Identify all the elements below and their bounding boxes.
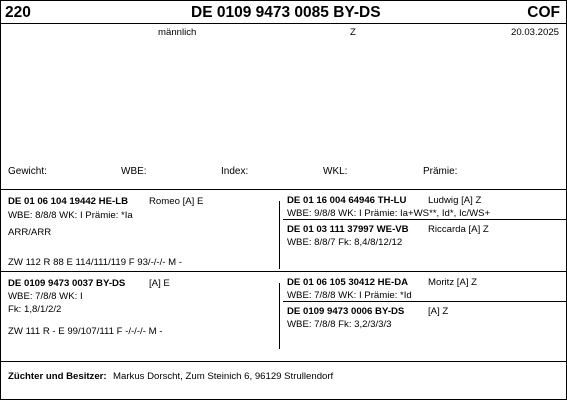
- label-wbe: WBE:: [121, 166, 147, 177]
- mother-father-line1: WBE: 7/8/8 WK: I Prämie: *Id: [287, 290, 412, 301]
- father-father-line1: WBE: 9/8/8 WK: I Prämie: Ia+WS**, Id*, Ic/WS+: [287, 208, 491, 219]
- mother-name: [A] E: [149, 278, 170, 289]
- mother-line3: ZW 111 R - E 99/107/111 F -/-/-/- M -: [8, 326, 163, 337]
- label-praemie: Prämie:: [423, 166, 458, 177]
- mother-father-name: Moritz [A] Z: [428, 277, 478, 288]
- mother-line1: WBE: 7/8/8 WK: I: [8, 291, 83, 302]
- mother-ring: DE 0109 9473 0037 BY-DS: [8, 278, 126, 289]
- section-divider-middle: [1, 271, 566, 272]
- breed-code: COF: [527, 4, 560, 21]
- section-divider-top: [1, 189, 566, 190]
- animal-ring-id: DE 0109 9473 0085 BY-DS: [191, 4, 381, 21]
- header-divider: [1, 23, 566, 24]
- father-mother-line1: WBE: 8/8/7 Fk: 8,4/8/12/12: [287, 237, 403, 248]
- section-divider-bottom: [1, 361, 566, 362]
- father-bracket: [279, 201, 280, 269]
- mother-father-ring: DE 01 06 105 30412 HE-DA: [287, 277, 409, 288]
- father-mother-name: Riccarda [A] Z: [428, 224, 489, 235]
- animal-number: 220: [5, 4, 31, 21]
- mother-sub-divider: [283, 301, 566, 302]
- father-sub-divider: [283, 219, 566, 220]
- label-gewicht: Gewicht:: [8, 166, 47, 177]
- father-ring: DE 01 06 104 19442 HE-LB: [8, 196, 128, 207]
- sex: männlich: [158, 27, 197, 38]
- mother-bracket: [279, 283, 280, 349]
- father-name: Romeo [A] E: [149, 196, 204, 207]
- father-mother-ring: DE 01 03 111 37997 WE-VB: [287, 224, 409, 235]
- father-father-name: Ludwig [A] Z: [428, 195, 482, 206]
- breeder-label: Züchter und Besitzer:: [8, 371, 107, 382]
- father-father-ring: DE 01 16 004 64946 TH-LU: [287, 195, 407, 206]
- mother-mother-ring: DE 0109 9473 0006 BY-DS: [287, 306, 405, 317]
- mother-mother-name: [A] Z: [428, 306, 449, 317]
- father-line2: ARR/ARR: [8, 227, 52, 238]
- mother-mother-line1: WBE: 7/8/8 Fk: 3,2/3/3/3: [287, 319, 392, 330]
- breeder-value: Markus Dorscht, Zum Steinich 6, 96129 Strullendorf: [113, 371, 334, 382]
- label-index: Index:: [221, 166, 249, 177]
- father-line1: WBE: 8/8/8 WK: I Prämie: *Ia: [8, 210, 133, 221]
- date: 20.03.2025: [510, 27, 559, 38]
- father-line3: ZW 112 R 88 E 114/111/119 F 93/-/-/- M -: [8, 257, 182, 268]
- label-wkl: WKL:: [323, 166, 348, 177]
- herdbook-flag: Z: [350, 27, 356, 38]
- mother-line2: Fk: 1,8/1/2/2: [8, 304, 62, 315]
